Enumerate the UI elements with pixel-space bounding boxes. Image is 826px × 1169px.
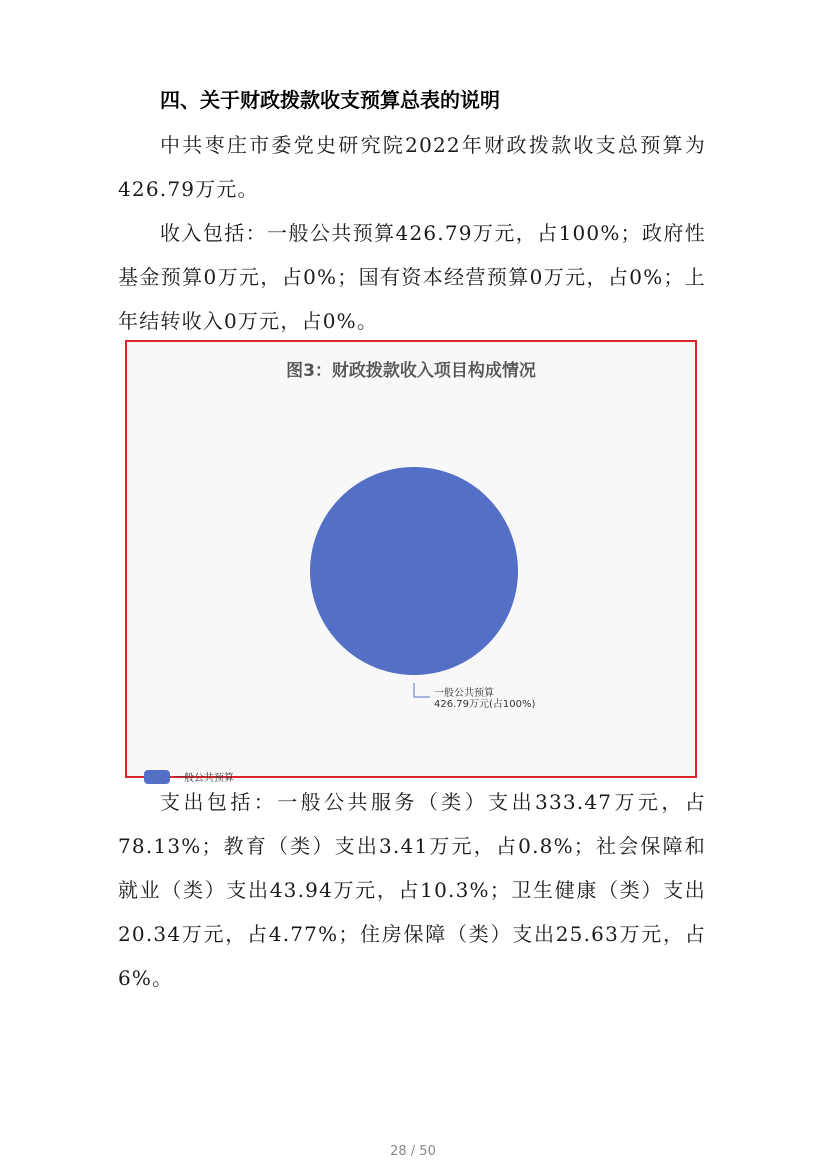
- paragraph-total-budget: 中共枣庄市委党史研究院2022年财政拨款收支总预算为426.79万元。: [118, 133, 706, 201]
- pie-chart: [127, 342, 695, 776]
- section-heading: 四、关于财政拨款收支预算总表的说明: [160, 88, 500, 112]
- slice-label-line: [414, 683, 430, 697]
- chart-title: 图3：财政拨款收入项目构成情况: [286, 361, 536, 381]
- slice-label-value: 426.79万元(占100%): [434, 699, 536, 710]
- page-number: 28 / 50: [390, 1144, 436, 1159]
- legend-label[interactable]: 一般公共预算: [174, 773, 234, 784]
- paragraph-expense: 支出包括：一般公共服务（类）支出333.47万元，占78.13%；教育（类）支出3.41万元，占0.8%；社会保障和就业（类）支出43.94万元，占10.3%；卫生健康（类）支出20.34万元，占4.77%；住房保障（类）支出25.63万元，占6%。: [118, 790, 706, 990]
- chart-container: [125, 340, 697, 784]
- paragraph-income: 收入包括：一般公共预算426.79万元，占100%；政府性基金预算0万元，占0%；国有资本经营预算0万元，占0%；上年结转收入0万元，占0%。: [118, 221, 706, 333]
- pie-slice[interactable]: [310, 467, 518, 675]
- slice-label-name: 一般公共预算: [434, 688, 494, 699]
